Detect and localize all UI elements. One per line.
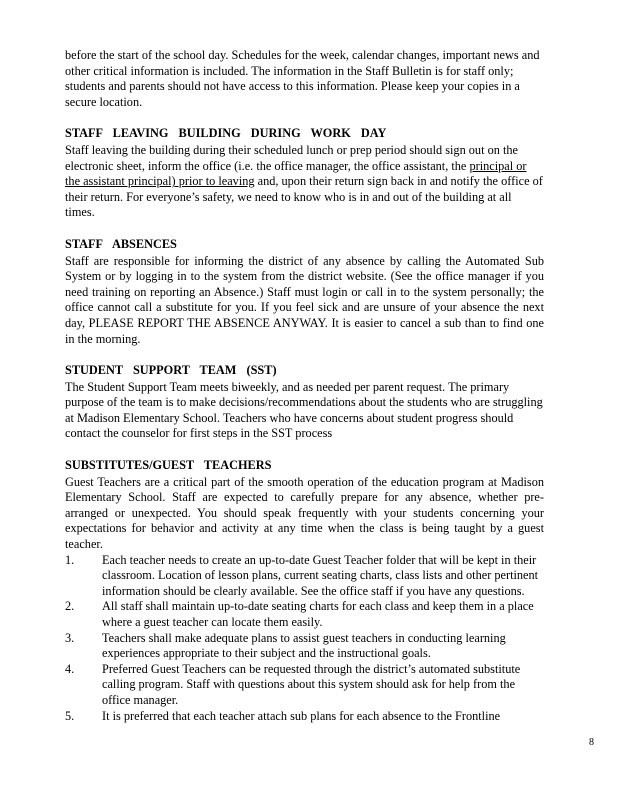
list-item-text: It is preferred that each teacher attach sub plans for each absence to the Frontline <box>102 708 501 723</box>
list-number: 3. <box>65 630 75 645</box>
section-substitutes-guest-teachers <box>65 458 544 724</box>
section-staff-leaving-building <box>65 126 544 221</box>
section-heading: STAFF ABSENCES <box>65 236 177 251</box>
section-heading: STUDENT SUPPORT TEAM (SST) <box>65 363 277 378</box>
staff-bulletin-continuation <box>65 48 544 110</box>
paragraph-text: and, upon their return sign back in and notify the office of their return. For everyone’s safety, we need to know who is in and out of the building at all times. <box>65 174 543 220</box>
intro-paragraph: before the start of the school day. Schedules for the week, calendar changes, important news and other critical information is included. The information in the Staff Bulletin is for staff only; students and parents should not have access to this information. Please keep your copies in a secure location. <box>65 48 540 109</box>
list-item-text: All staff shall maintain up-to-date seating charts for each class and keep them in a place where a guest teacher can locate them easily. <box>102 599 534 629</box>
list-item <box>65 631 544 662</box>
list-item <box>65 599 544 630</box>
page-content <box>65 48 544 724</box>
section-student-support-team <box>65 363 544 442</box>
list-number: 4. <box>65 661 75 676</box>
list-number: 2. <box>65 599 75 614</box>
underlined-text: principal or the assistant principal) prior to leaving <box>65 158 527 189</box>
list-item-text: Teachers shall make adequate plans to assist guest teachers in conducting learning experiences appropriate to their subject and the instructional goals. <box>102 630 506 661</box>
paragraph-text: Staff leaving the building during their scheduled lunch or prep period should sign out on the electronic sheet, inform the office (i.e. the office manager, the office assistant, the <box>65 142 518 173</box>
guest-teacher-list <box>65 553 544 725</box>
list-item <box>65 662 544 709</box>
section-heading: SUBSTITUTES/GUEST TEACHERS <box>65 458 272 473</box>
list-number: 1. <box>65 552 75 567</box>
section-paragraph: Guest Teachers are a critical part of the smooth operation of the education program at Madison Elementary School. Staff are expected to carefully prepare for any absence, whether pre-arranged or unexpected. You should speak frequently with your students concerning your expectations for behavior and activity at any time when the class is being taught by a guest teacher. <box>65 474 544 552</box>
list-item <box>65 709 544 725</box>
page-number: 8 <box>589 737 594 748</box>
list-item-text: Preferred Guest Teachers can be requested through the district’s automated substitute calling program. Staff with questions about this system should ask for help from the office manager. <box>102 661 521 707</box>
section-paragraph: Staff are responsible for informing the district of any absence by calling the Automated Sub System or by logging in to the system from the district website. (See the office manager if you need training on reporting an Absence.) Staff must login or call in to the system personally; the office cannot call a substitute for you. If you feel sick and are unsure of your absence the next day, PLEASE REPORT THE ABSENCE ANYWAY. It is easier to cancel a sub than to find one in the morning. <box>65 253 544 346</box>
list-item <box>65 553 544 600</box>
section-paragraph: The Student Support Team meets biweekly, and as needed per parent request. The primary purpose of the team is to make decisions/recommendations about the students who are struggling at Madison Elementary School. Teachers who have concerns about student progress should contact the counselor for first steps in the SST process <box>65 379 543 441</box>
list-item-text: Each teacher needs to create an up-to-date Guest Teacher folder that will be kept in their classroom. Location of lesson plans, current seating charts, class lists and other pertinent information should be clearly available. See the office staff if you have any questions. <box>102 552 539 598</box>
section-paragraph <box>65 143 544 221</box>
section-heading: STAFF LEAVING BUILDING DURING WORK DAY <box>65 126 387 141</box>
list-number: 5. <box>65 708 75 723</box>
section-staff-absences <box>65 237 544 347</box>
